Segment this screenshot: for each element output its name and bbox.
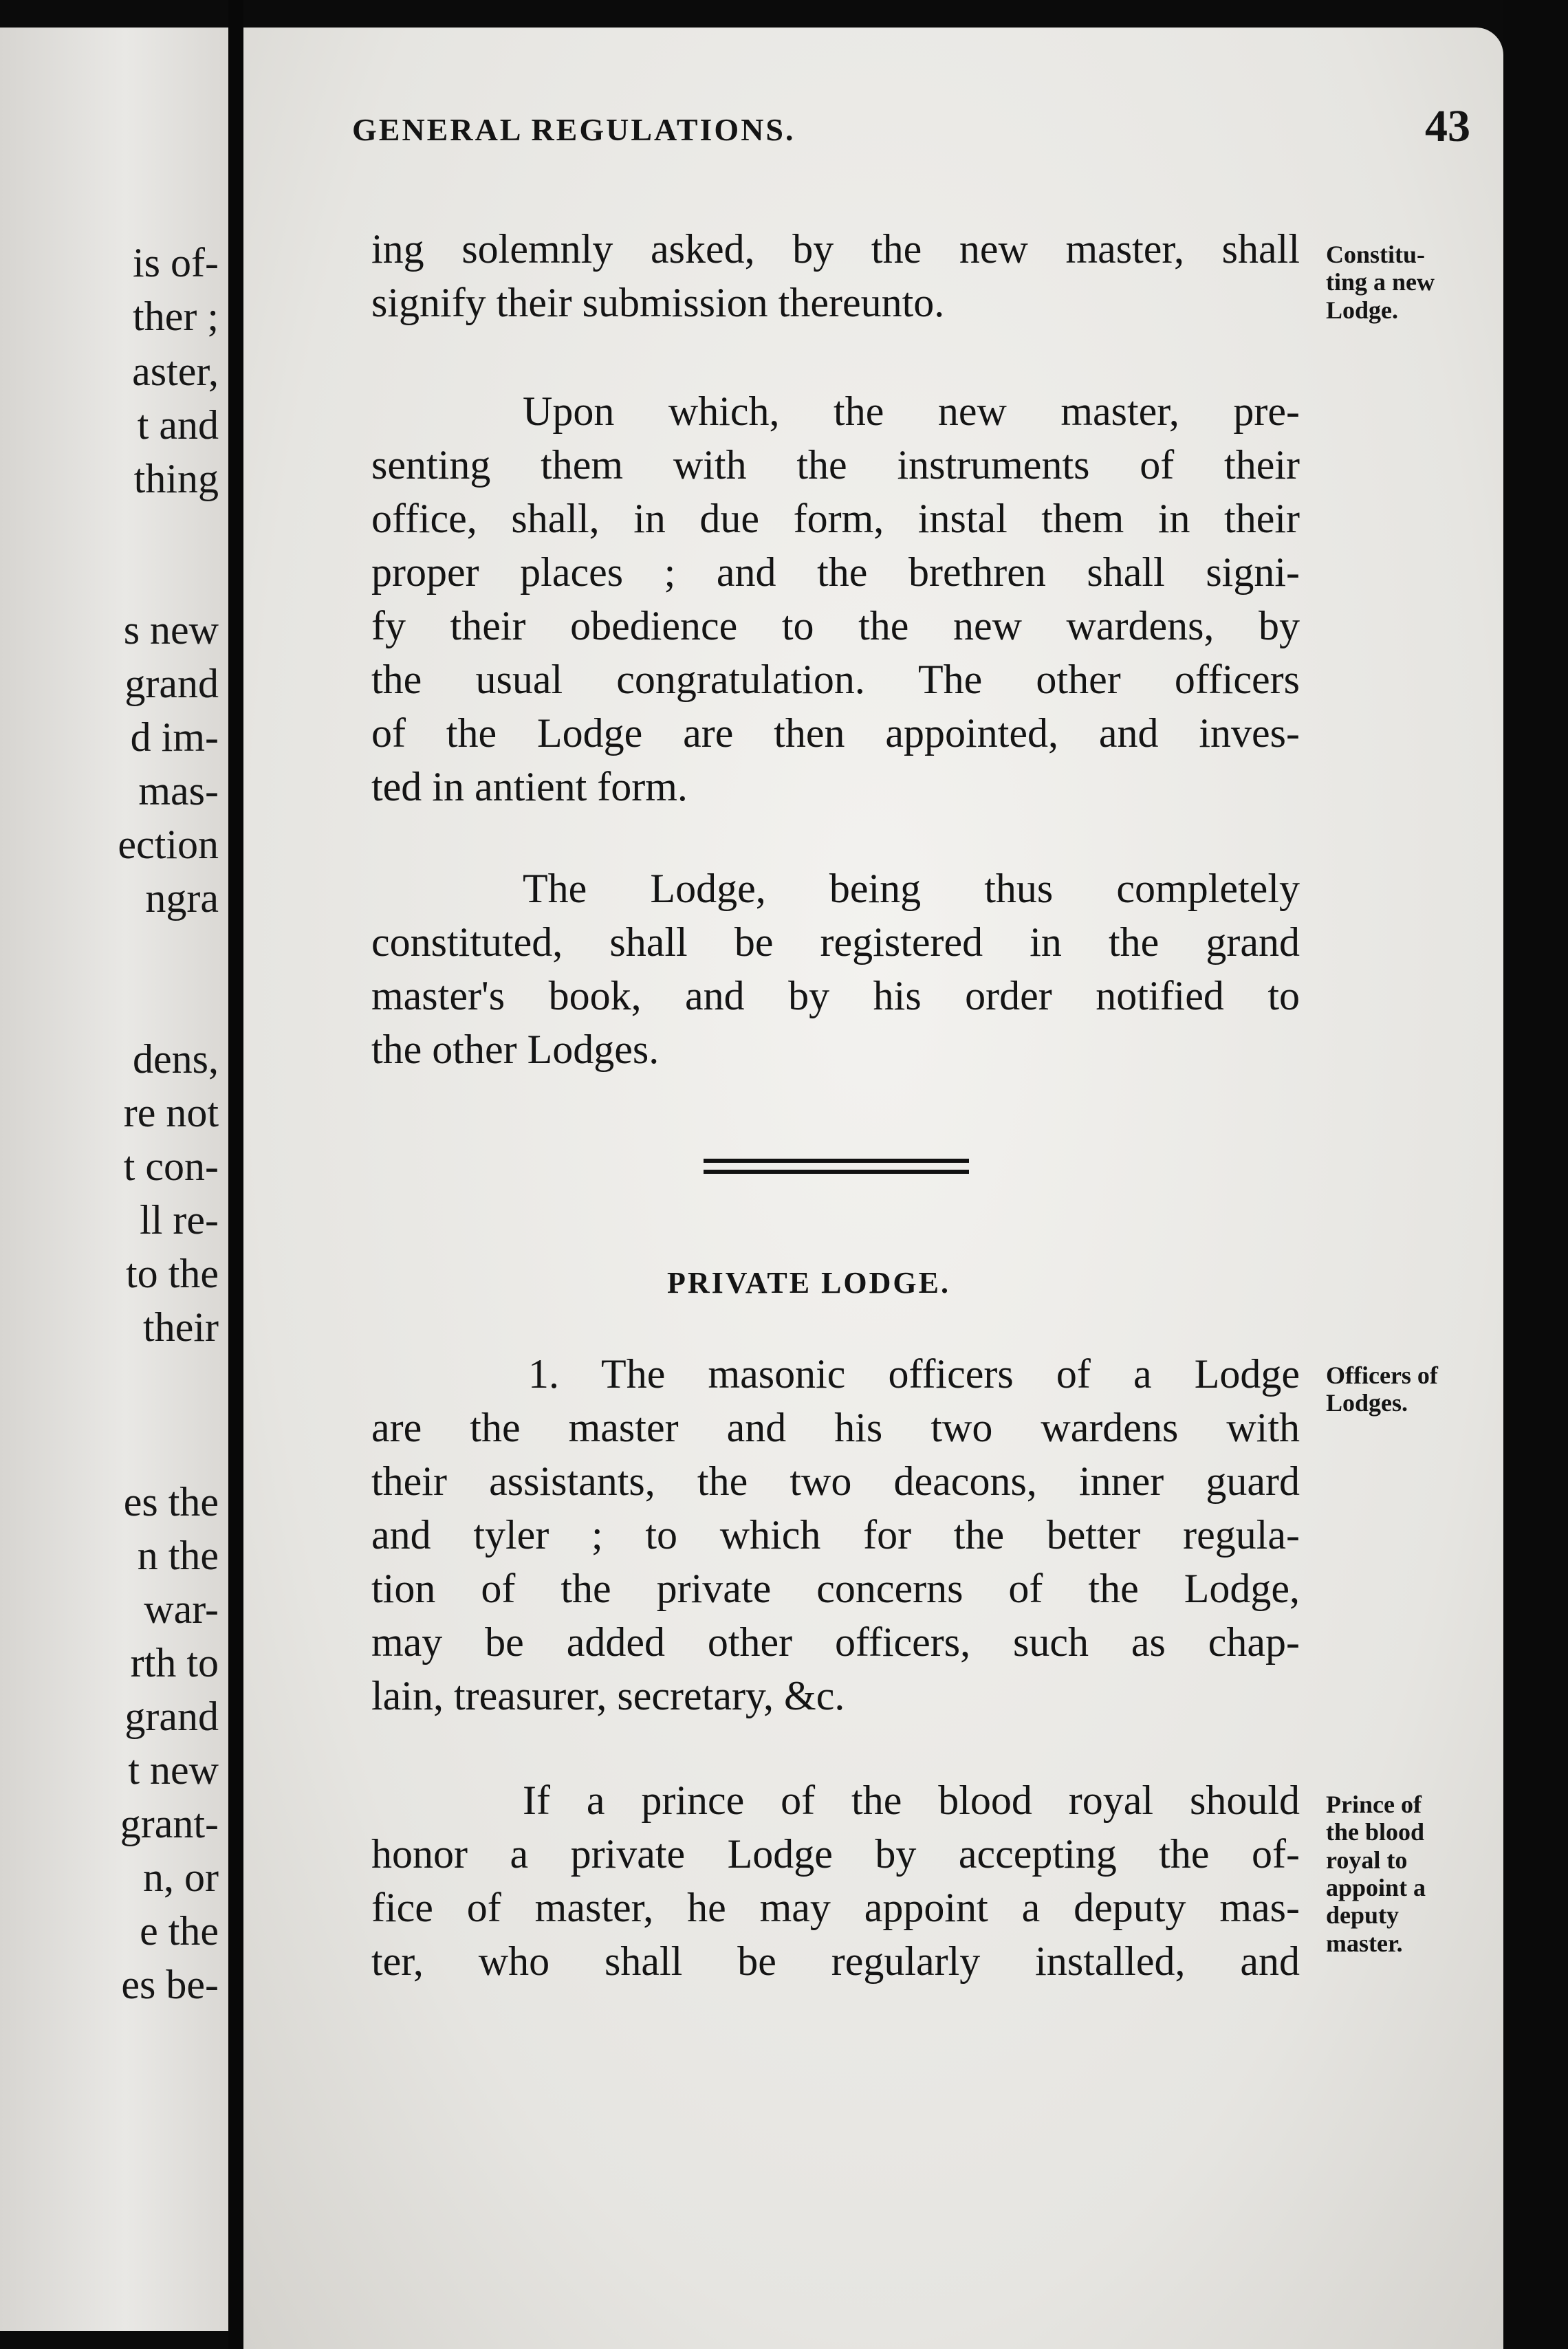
page-number: 43 [1425, 101, 1470, 151]
left-page-text: es the [123, 1479, 219, 1525]
left-page-text: re not [123, 1090, 219, 1135]
left-page-text: grant- [120, 1801, 219, 1846]
text-line: the usual congratulation. The other officers [371, 657, 1300, 702]
margin-note: Prince of the blood royal to appoint a deputy master. [1326, 1791, 1426, 1957]
section-divider [704, 1159, 969, 1174]
left-page-text: is of- [133, 240, 219, 285]
text-line: fy their obedience to the new wardens, by [371, 603, 1300, 648]
left-page-text: ther ; [133, 294, 219, 339]
left-page-text: d im- [130, 714, 219, 760]
text-line: If a prince of the blood royal should [523, 1778, 1300, 1823]
text-line: and tyler ; to which for the better regula- [371, 1512, 1300, 1558]
text-line: constituted, shall be registered in the grand [371, 919, 1300, 965]
left-page-text: dens, [133, 1036, 219, 1082]
running-title: GENERAL REGULATIONS. [352, 112, 796, 147]
text-line: honor a private Lodge by accepting the of- [371, 1831, 1300, 1877]
left-page-text: war- [144, 1586, 219, 1632]
text-line: signify their submission thereunto. [371, 280, 945, 325]
text-line: tion of the private concerns of the Lodge, [371, 1566, 1300, 1611]
left-page-text: e the [140, 1908, 219, 1954]
left-page-text: grand [124, 661, 219, 706]
text-line: ted in antient form. [371, 764, 688, 809]
text-line: office, shall, in due form, instal them in their [371, 496, 1300, 541]
text-line: of the Lodge are then appointed, and inves- [371, 710, 1300, 756]
text-line: The Lodge, being thus completely [523, 866, 1300, 911]
left-page-text: n the [137, 1533, 219, 1578]
left-page-text: rth to [130, 1640, 219, 1685]
right-page [243, 28, 1503, 2349]
text-line: may be added other officers, such as chap- [371, 1619, 1300, 1665]
section-title: PRIVATE LODGE. [667, 1266, 951, 1300]
left-page [0, 28, 228, 2331]
left-page-text: n, or [143, 1855, 219, 1900]
left-page-text: ection [118, 822, 219, 867]
left-page-text: t new [128, 1747, 219, 1793]
text-line: master's book, and by his order notified to [371, 973, 1300, 1018]
left-page-text: s new [123, 607, 219, 653]
left-page-text: t con- [123, 1144, 219, 1189]
text-line: fice of master, he may appoint a deputy mas- [371, 1885, 1300, 1930]
text-line: 1. The masonic officers of a Lodge [528, 1351, 1300, 1397]
left-page-text: mas- [138, 768, 219, 813]
text-line: Upon which, the new master, pre- [523, 389, 1300, 434]
margin-note: Constitu- ting a new Lodge. [1326, 241, 1435, 324]
text-line: ter, who shall be regularly installed, and [371, 1938, 1300, 1984]
margin-note: Officers of Lodges. [1326, 1362, 1438, 1417]
left-page-text: aster, [132, 349, 219, 394]
text-line: lain, treasurer, secretary, &c. [371, 1673, 845, 1718]
left-page-text: ngra [145, 875, 219, 921]
text-line: their assistants, the two deacons, inner guard [371, 1458, 1300, 1504]
text-line: the other Lodges. [371, 1027, 660, 1072]
text-line: senting them with the instruments of their [371, 442, 1300, 488]
left-page-text: their [143, 1304, 219, 1350]
left-page-text: es be- [121, 1962, 219, 2007]
left-page-text: grand [124, 1694, 219, 1739]
text-line: are the master and his two wardens with [371, 1405, 1300, 1450]
left-page-text: thing [133, 456, 219, 501]
text-line: proper places ; and the brethren shall signi- [371, 549, 1300, 595]
left-page-text: t and [137, 402, 219, 448]
left-page-text: ll re- [140, 1197, 219, 1243]
scan-border [1503, 0, 1568, 2349]
text-line: ing solemnly asked, by the new master, shall [371, 226, 1300, 272]
book-gutter [228, 0, 243, 2349]
left-page-text: to the [126, 1251, 219, 1296]
